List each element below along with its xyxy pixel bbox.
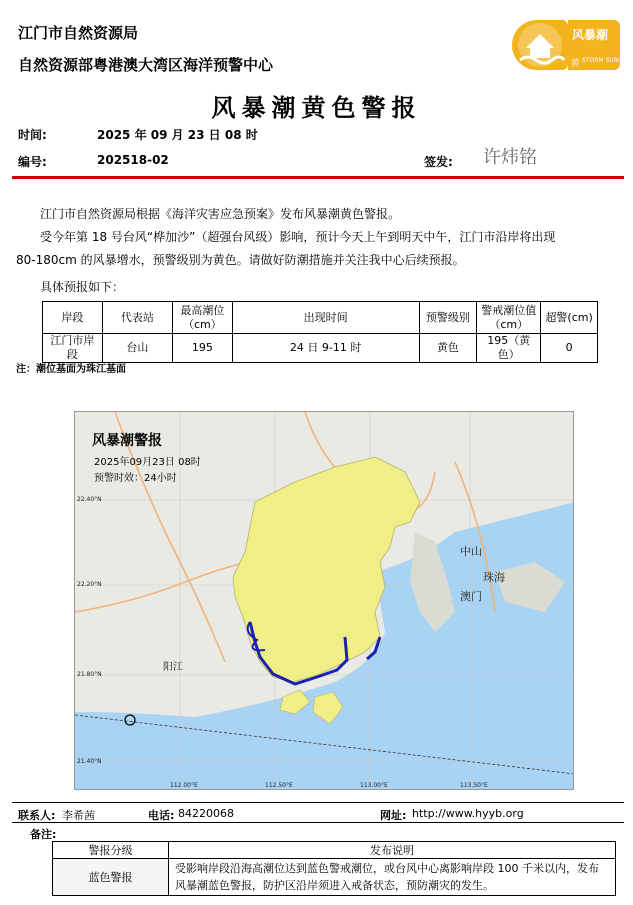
lat-label: 21.40°N bbox=[77, 758, 102, 765]
logo-level: 黄 bbox=[570, 59, 580, 69]
warning-level-table bbox=[52, 841, 616, 896]
table-cell: 195 bbox=[172, 334, 232, 363]
table-cell: 24 日 9-11 时 bbox=[232, 334, 419, 363]
column-header: 超警(cm) bbox=[541, 302, 598, 334]
remarks-label: 备注: bbox=[30, 828, 57, 841]
map-label-yangjiang: 阳江 bbox=[163, 662, 183, 673]
column-header: 警报分级 bbox=[53, 842, 169, 859]
issuer-name: 江门市自然资源局 bbox=[18, 24, 139, 42]
map-time: 2025年09月23日 08时 bbox=[94, 457, 201, 468]
forecast-table bbox=[42, 301, 598, 363]
lon-label: 112.50°E bbox=[265, 782, 293, 789]
house-wave-icon bbox=[512, 20, 568, 70]
table-row bbox=[43, 334, 598, 363]
column-header: 岸段 bbox=[43, 302, 103, 334]
phone-label: 电话: bbox=[148, 809, 175, 822]
table-cell: 受影响岸段沿海高潮位达到蓝色警戒潮位，或台风中心离影响岸段 100 千米以内，发布风暴潮蓝色警报，防护区沿岸须进入戒备状态，预防潮灾的发生。 bbox=[169, 859, 616, 896]
contact-label: 联系人: bbox=[18, 809, 56, 822]
table-cell: 江门市岸段 bbox=[43, 334, 103, 363]
table-cell: 0 bbox=[541, 334, 598, 363]
column-header: 警戒潮位值（cm） bbox=[477, 302, 541, 334]
column-header: 代表站 bbox=[102, 302, 172, 334]
paragraph-detail-intro: 具体预报如下： bbox=[40, 280, 125, 294]
logo-text: 风暴潮 bbox=[572, 28, 609, 42]
sign-label: 签发: bbox=[424, 155, 453, 169]
time-label: 时间: bbox=[18, 128, 47, 142]
map-label-zhongshan: 中山 bbox=[460, 545, 482, 558]
paragraph-forecast-1: 受今年第 18 号台风“桦加沙”（超强台风级）影响，预计今天上午到明天中午，江门市沿岸将出现 bbox=[40, 230, 556, 244]
lon-label: 113.50°E bbox=[460, 782, 488, 789]
footer-divider-top bbox=[12, 802, 624, 803]
map-title: 风暴潮警报 bbox=[92, 433, 162, 449]
page-title: 风暴潮黄色警报 bbox=[211, 94, 422, 122]
table-cell: 黄色 bbox=[419, 334, 477, 363]
web-label: 网址: bbox=[380, 809, 407, 822]
number-label: 编号: bbox=[18, 155, 47, 169]
paragraph-intro: 江门市自然资源局根据《海洋灾害应急预案》发布风暴潮黄色警报。 bbox=[40, 207, 401, 221]
time-value: 2025 年 09 月 23 日 08 时 bbox=[97, 128, 258, 142]
phone-value: 84220068 bbox=[178, 807, 234, 820]
signature: 许炜铭 bbox=[483, 147, 537, 168]
map-label-zhuhai: 珠海 bbox=[483, 571, 505, 584]
number-value: 202518-02 bbox=[97, 153, 169, 167]
storm-surge-logo bbox=[512, 20, 627, 72]
logo-english: STORM SURGE bbox=[582, 57, 627, 64]
contact-value: 李希茜 bbox=[62, 809, 95, 822]
lat-label: 21.80°N bbox=[77, 671, 102, 678]
red-divider bbox=[12, 176, 624, 179]
map-validity: 预警时效：24小时 bbox=[94, 473, 177, 484]
column-header: 最高潮位（cm） bbox=[172, 302, 232, 334]
lon-label: 113.00°E bbox=[360, 782, 388, 789]
warning-map bbox=[74, 411, 574, 790]
table-header-row bbox=[43, 302, 598, 334]
table-cell: 台山 bbox=[102, 334, 172, 363]
table-cell: 195（黄色） bbox=[477, 334, 541, 363]
warning-center-name: 自然资源部粤港澳大湾区海洋预警中心 bbox=[18, 56, 274, 74]
paragraph-forecast-2: 80-180cm 的风暴增水，预警级别为黄色。请做好防潮措施并关注我中心后续预报。 bbox=[16, 253, 465, 267]
web-link[interactable]: http://www.hyyb.org bbox=[412, 807, 524, 820]
column-header: 出现时间 bbox=[232, 302, 419, 334]
column-header: 发布说明 bbox=[169, 842, 616, 859]
table-cell: 蓝色警报 bbox=[53, 859, 169, 896]
logo-wordmark bbox=[568, 20, 627, 70]
lat-label: 22.20°N bbox=[77, 581, 102, 588]
lat-label: 22.40°N bbox=[77, 496, 102, 503]
table-row bbox=[53, 859, 616, 896]
table-header-row bbox=[53, 842, 616, 859]
map-label-macau: 澳门 bbox=[460, 590, 482, 603]
column-header: 预警级别 bbox=[419, 302, 477, 334]
lon-label: 112.00°E bbox=[170, 782, 198, 789]
footer-divider-bottom bbox=[12, 822, 624, 823]
datum-note: 注：潮位基面为珠江基面 bbox=[16, 364, 126, 375]
